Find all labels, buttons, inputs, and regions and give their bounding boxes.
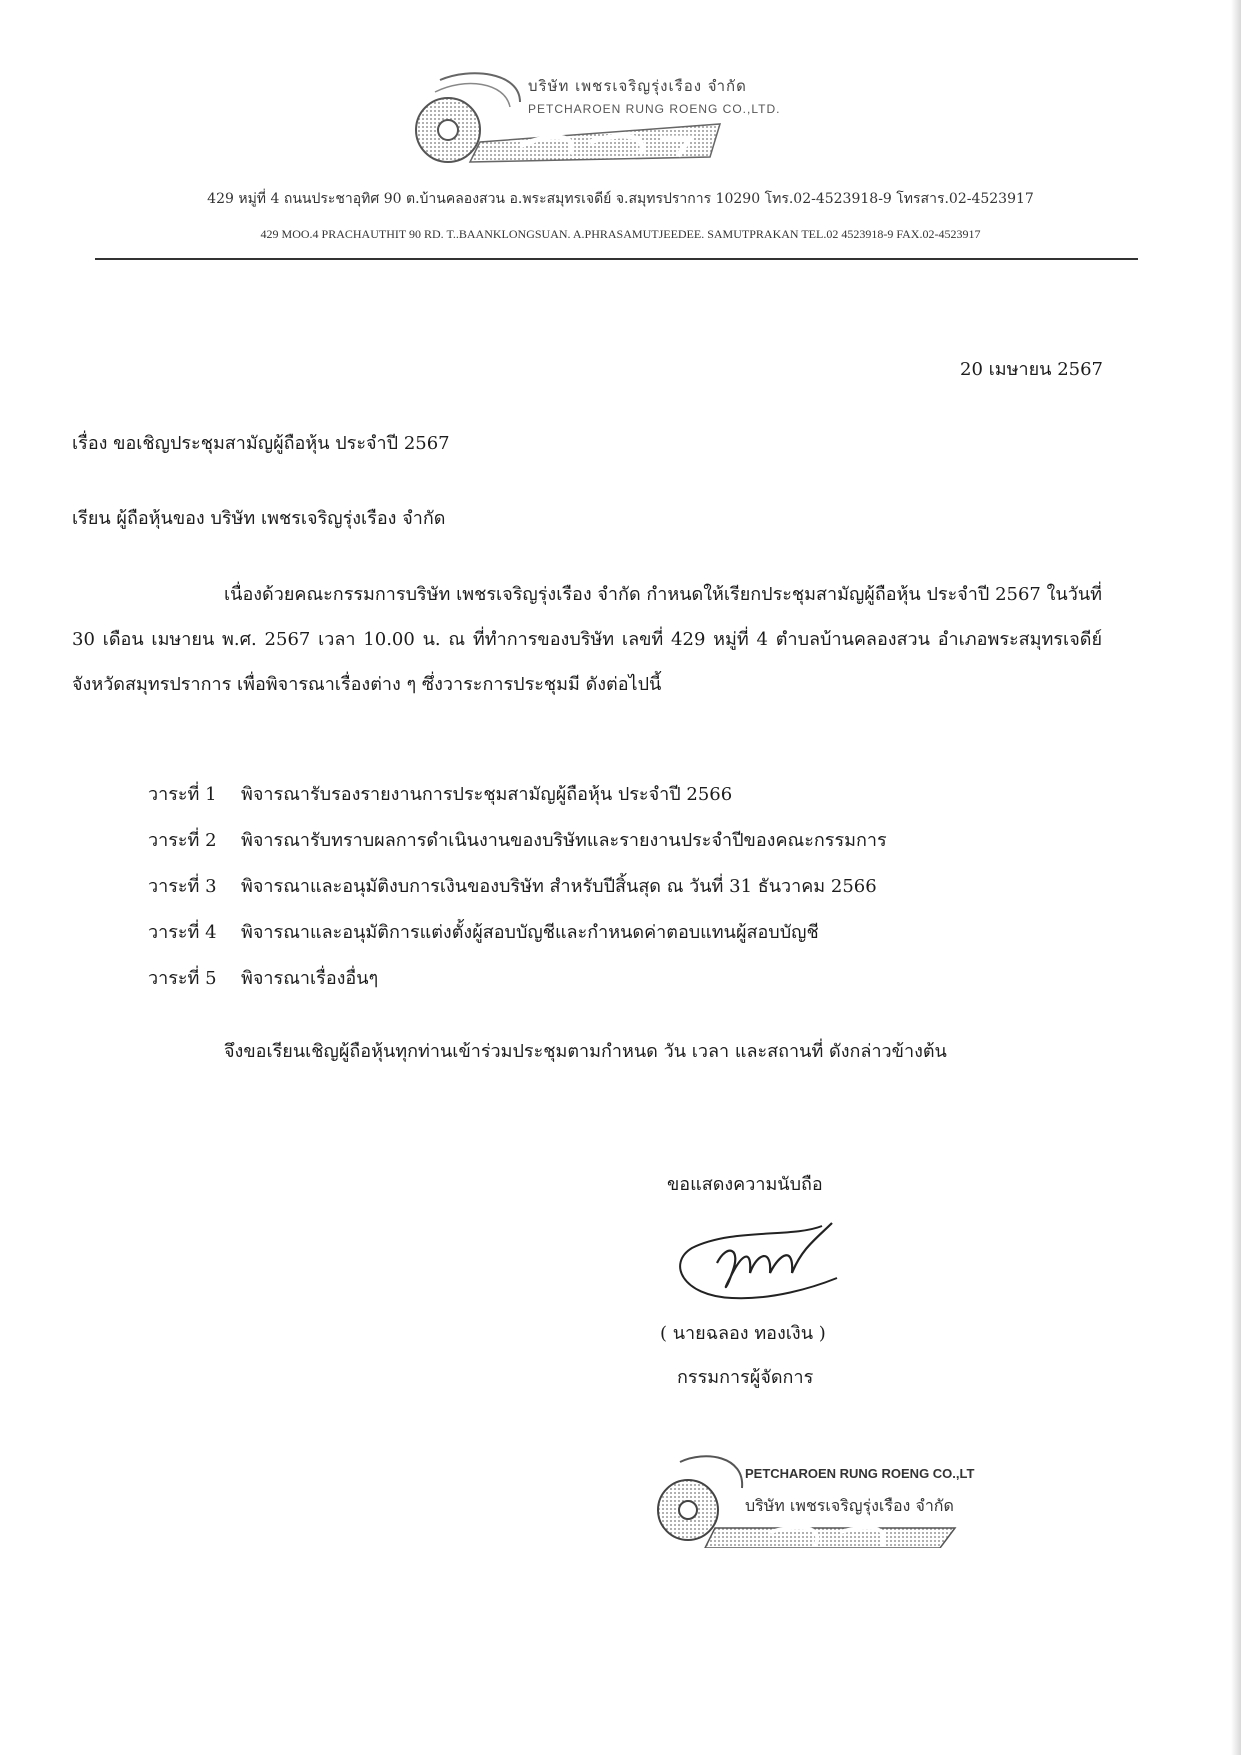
body-text: เนื่องด้วยคณะกรรมการบริษัท เพชรเจริญรุ่งเรือง จำกัด กำหนดให้เรียกประชุมสามัญผู้ถือหุ้น ประจำปี 2567 ในวันที่ 30 เดือน เมษายน พ.ศ. 2567 เวลา 10.00 น. ณ ที่ทำการของบริษัท เลขที่ 429 หมู่ที่ 4 ตำบลบ้านคลองสวน อำเภอพระสมุทรเจดีย์ จังหวัดสมุทรปราการ เพื่อพิจารณาเรื่องต่าง ๆ ซึ่งวาระการประชุมมี ดังต่อไปนี้ [72, 584, 1102, 695]
regards-text: ขอแสดงความนับถือ [667, 1174, 823, 1195]
letter-subject: เรื่อง ขอเชิญประชุมสามัญผู้ถือหุ้น ประจำปี 2567 [72, 433, 450, 454]
scan-edge-shadow [1231, 0, 1241, 1755]
stamp-company-th: บริษัท เพชรเจริญรุ่งเรือง จำกัด [745, 1496, 954, 1515]
agenda-list [148, 780, 887, 1010]
signer-title: กรรมการผู้จัดการ [677, 1367, 814, 1388]
agenda-text: พิจารณารับรองรายงานการประชุมสามัญผู้ถือหุ้น ประจำปี 2566 [241, 784, 733, 805]
stamp-company-en: PETCHAROEN RUNG ROENG CO.,LT [745, 1466, 975, 1481]
agenda-item [148, 872, 887, 918]
agenda-number: วาระที่ 4 [148, 922, 217, 943]
agenda-item [148, 826, 887, 872]
closing-invitation: จึงขอเรียนเชิญผู้ถือหุ้นทุกท่านเข้าร่วมประชุมตามกำหนด วัน เวลา และสถานที่ ดังกล่าวข้างต้น [224, 1041, 947, 1062]
body-paragraph [72, 572, 1102, 707]
company-name-th: บริษัท เพชรเจริญรุ่งเรือง จำกัด [528, 77, 747, 95]
signer-name: ( นายฉลอง ทองเงิน ) [660, 1323, 826, 1344]
header-divider [95, 258, 1138, 260]
agenda-item [148, 918, 887, 964]
agenda-text: พิจารณาและอนุมัติงบการเงินของบริษัท สำหรับปีสิ้นสุด ณ วันที่ 31 ธันวาคม 2566 [241, 876, 877, 897]
address-th: 429 หมู่ที่ 4 ถนนประชาอุทิศ 90 ต.บ้านคลองสวน อ.พระสมุทรเจดีย์ จ.สมุทรปราการ 10290 โทร.02-4523918-9 โทรสาร.02-4523917 [207, 191, 1034, 207]
agenda-text: พิจารณาและอนุมัติการแต่งตั้งผู้สอบบัญชีและกำหนดค่าตอบแทนผู้สอบบัญชี [241, 922, 819, 943]
company-name-en: PETCHAROEN RUNG ROENG CO.,LTD. [528, 102, 781, 116]
address-en: 429 MOO.4 PRACHAUTHIT 90 RD. T..BAANKLONGSUAN. A.PHRASAMUTJEEDEE. SAMUTPRAKAN TEL.02 4523918-9 FAX.02-4523917 [260, 227, 981, 241]
agenda-number: วาระที่ 5 [148, 968, 217, 989]
letter-recipient: เรียน ผู้ถือหุ้นของ บริษัท เพชรเจริญรุ่งเรือง จำกัด [72, 508, 446, 529]
letter-date: 20 เมษายน 2567 [960, 359, 1103, 380]
agenda-number: วาระที่ 1 [148, 784, 217, 805]
signature-icon [672, 1218, 852, 1308]
agenda-text: พิจารณารับทราบผลการดำเนินงานของบริษัทและรายงานประจำปีของคณะกรรมการ [241, 830, 887, 851]
agenda-text: พิจารณาเรื่องอื่นๆ [241, 968, 379, 989]
agenda-number: วาระที่ 3 [148, 876, 217, 897]
agenda-number: วาระที่ 2 [148, 830, 217, 851]
agenda-item [148, 964, 887, 1010]
agenda-item [148, 780, 887, 826]
